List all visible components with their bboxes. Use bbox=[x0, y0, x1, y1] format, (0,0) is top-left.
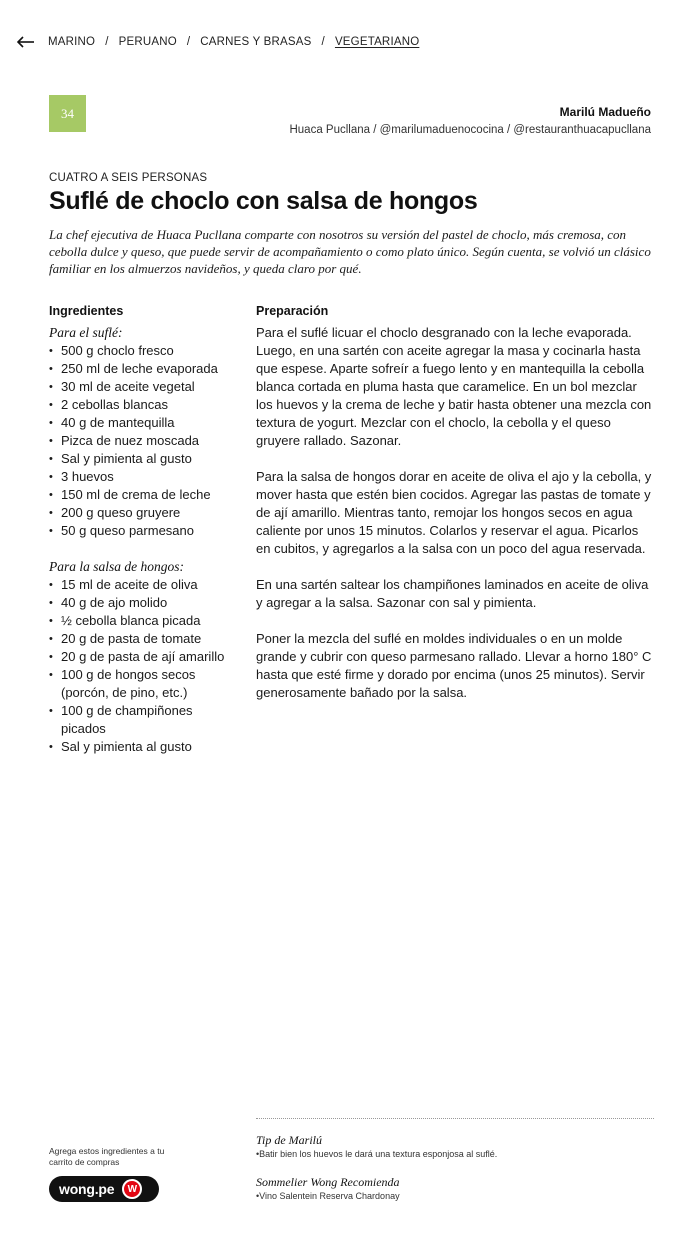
ingredient-item: • ½ cebolla blanca picada bbox=[49, 612, 239, 630]
preparation-paragraph: Para el suflé licuar el choclo desgranado con la leche evaporada. Luego, en una sartén con aceite agregar la masa y cocinarla hasta que espese. Aparte sofreír a fuego lento y en mantequilla la cebolla blanca cortada en pluma hasta que caramelice. En un bol mezclar los huevos y la crema de leche y batir hasta obtener una mezcla con textura de yogurt. Mezclar con el choclo, la cebolla y el queso gruyere rallado. Sazonar. bbox=[256, 325, 652, 448]
recipe-intro: La chef ejecutiva de Huaca Pucllana comparte con nosotros su versión del pastel de choclo, más cremosa, con cebolla dulce y queso, que puede servir de acompañamiento o como plato único. Según cuenta, se volvió un clásico familiar en los almuerzos navideños, y queda claro por qué. bbox=[49, 227, 651, 276]
crumb-separator: / bbox=[105, 36, 109, 48]
ingredient-item: • 30 ml de aceite vegetal bbox=[49, 378, 239, 396]
ingredient-item: • 150 ml de crema de leche bbox=[49, 486, 239, 504]
crumb-peruano[interactable]: PERUANO bbox=[118, 36, 177, 48]
ingredient-item: • 50 g queso parmesano bbox=[49, 522, 239, 540]
tips-block bbox=[256, 1118, 654, 1217]
ingredients-column bbox=[49, 302, 239, 774]
crumb-marino[interactable]: MARINO bbox=[48, 36, 96, 48]
tip-title: Tip de Marilú bbox=[256, 1133, 323, 1147]
tip-text: •Batir bien los huevos le dará una textura esponjosa al suflé. bbox=[256, 1149, 498, 1159]
preparation-paragraph: Para la salsa de hongos dorar en aceite de oliva el ajo y la cebolla, y mover hasta que estén bien cocidos. Agregar las pastas de tomate y de ají amarillo. Mientras tanto, remojar los hongos secos en agua caliente por unos 15 minutos. Colarlos y reservar el agua. Picarlos en cubitos, y agregarlos a la salsa con un poco del agua reservada. bbox=[256, 469, 652, 556]
ingredient-item: • 3 huevos bbox=[49, 468, 239, 486]
servings-label: CUATRO A SEIS PERSONAS bbox=[49, 172, 208, 184]
wong-logo-icon: W bbox=[122, 1179, 142, 1199]
arrow-left-icon bbox=[17, 36, 35, 48]
wong-store-label: wong.pe bbox=[59, 1181, 115, 1197]
cart-promo bbox=[49, 1146, 169, 1202]
crumb-vegetariano[interactable]: VEGETARIANO bbox=[334, 36, 420, 48]
ingredient-item: • 100 g de champiñones picados bbox=[49, 702, 239, 738]
preparation-paragraph: En una sartén saltear los champiñones laminados en aceite de oliva y agregar a la salsa. Sazonar con sal y pimienta. bbox=[256, 577, 649, 610]
ingredient-item: • 20 g de pasta de tomate bbox=[49, 630, 239, 648]
author-name: Marilú Madueño bbox=[559, 105, 651, 119]
preparation-heading: Preparación bbox=[256, 304, 329, 318]
ingredient-item: • 200 g queso gruyere bbox=[49, 504, 239, 522]
ingredient-item: • 40 g de ajo molido bbox=[49, 594, 239, 612]
ingredient-item: • 100 g de hongos secos (porcón, de pino, etc.) bbox=[49, 666, 239, 702]
ingredient-item: • 500 g choclo fresco bbox=[49, 342, 239, 360]
ingredient-list-sufle bbox=[49, 342, 239, 540]
author-block bbox=[289, 105, 651, 136]
author-meta: Huaca Pucllana / @marilumaduenococina / @restauranthuacapucllana bbox=[289, 124, 651, 136]
sommelier-text: •Vino Salentein Reserva Chardonay bbox=[256, 1191, 400, 1201]
ingredient-item: • Sal y pimienta al gusto bbox=[49, 450, 239, 468]
ingredients-heading: Ingredientes bbox=[49, 304, 124, 318]
ingredient-list-salsa bbox=[49, 576, 239, 756]
top-nav bbox=[16, 32, 419, 52]
ingredient-item: • 250 ml de leche evaporada bbox=[49, 360, 239, 378]
recipe-title: Suflé de choclo con salsa de hongos bbox=[49, 187, 478, 215]
ingredient-group-title: Para el suflé: bbox=[49, 325, 123, 340]
ingredient-item: • 20 g de pasta de ají amarillo bbox=[49, 648, 239, 666]
sommelier-title: Sommelier Wong Recomienda bbox=[256, 1175, 400, 1189]
ingredient-group-title: Para la salsa de hongos: bbox=[49, 559, 184, 574]
preparation-paragraph: Poner la mezcla del suflé en moldes individuales o en un molde grande y cubrir con queso parmesano rallado. Llevar a horno 180° C hasta que esté firme y dorado por encima (unos 25 minutos). Servir generosamente bañado por la salsa. bbox=[256, 631, 652, 700]
category-breadcrumb bbox=[48, 36, 419, 48]
crumb-separator: / bbox=[321, 36, 325, 48]
dotted-divider bbox=[256, 1118, 654, 1119]
cart-text: Agrega estos ingredientes a tu carrito de compras bbox=[49, 1146, 165, 1167]
ingredient-item: • Pizca de nuez moscada bbox=[49, 432, 239, 450]
preparation-column bbox=[256, 302, 654, 720]
back-button[interactable] bbox=[16, 32, 36, 52]
ingredient-item: • 15 ml de aceite de oliva bbox=[49, 576, 239, 594]
ingredient-item: • Sal y pimienta al gusto bbox=[49, 738, 239, 756]
crumb-carnes-y-brasas[interactable]: CARNES Y BRASAS bbox=[200, 36, 312, 48]
crumb-separator: / bbox=[186, 36, 191, 48]
ingredient-item: • 40 g de mantequilla bbox=[49, 414, 239, 432]
ingredient-item: • 2 cebollas blancas bbox=[49, 396, 239, 414]
wong-store-button[interactable] bbox=[49, 1176, 159, 1202]
page-number-badge: 34 bbox=[49, 95, 86, 132]
